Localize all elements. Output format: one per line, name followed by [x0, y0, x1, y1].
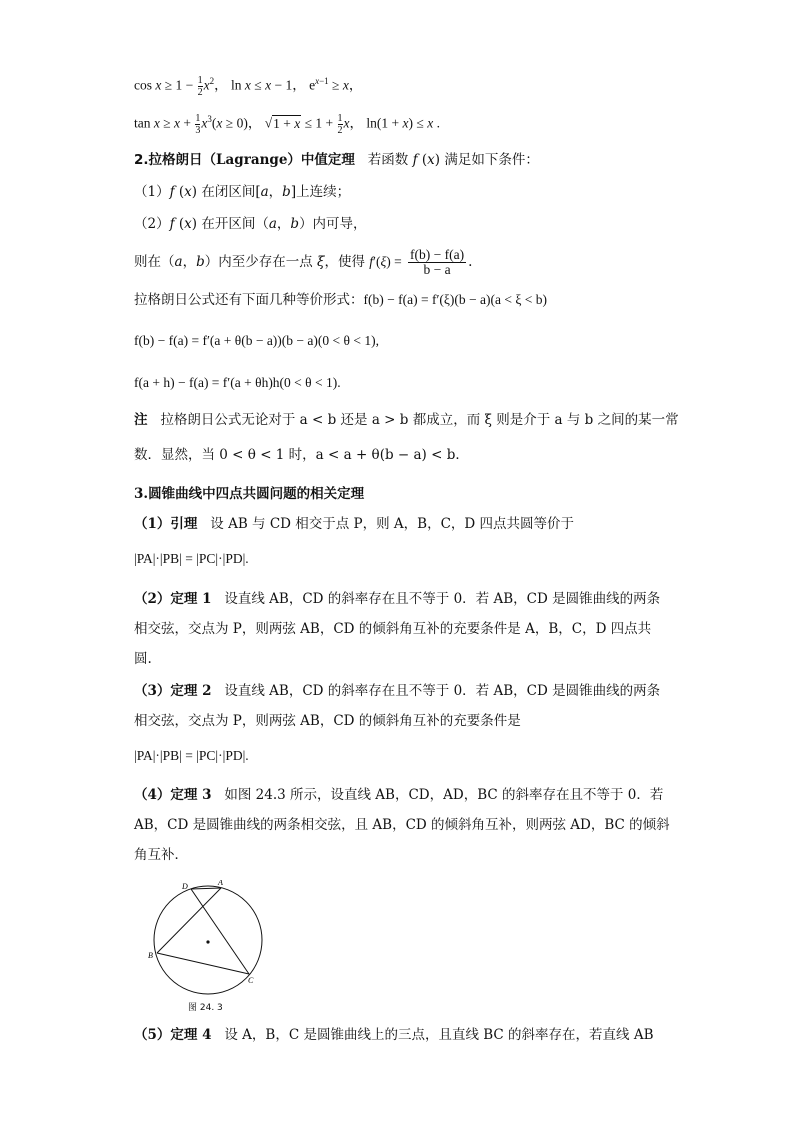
note-line-1: 注 拉格朗日公式无论对于 a < b 还是 a > b 都成立，而 ξ 则是介于 a 与 b 之间的某一常	[134, 412, 679, 428]
theorem-1-line-2: 相交弦，交点为 P，则两弦 AB，CD 的倾斜角互补的充要条件是 A，B，C，D 四点共	[134, 621, 652, 637]
condition-1: （1）f (x) 在闭区间[a，b]上连续；	[134, 184, 351, 200]
chord-BC	[157, 953, 249, 974]
note-line-2: 数．显然，当 0 < θ < 1 时，a < a + θ(b − a) < b．	[134, 447, 469, 463]
equivalent-forms-intro: 拉格朗日公式还有下面几种等价形式：f(b) − f(a) = f′(ξ)(b − a)(a < ξ < b)	[134, 292, 547, 308]
lemma-line: （1）引理 设 AB 与 CD 相交于点 P，则 A，B，C，D 四点共圆等价于	[134, 516, 575, 532]
lemma-equation: |PA|·|PB| = |PC|·|PD|.	[134, 551, 249, 566]
theorem-2-line-1: （3）定理 2 设直线 AB，CD 的斜率存在且不等于 0．若 AB，CD 是圆锥曲线的两条	[134, 683, 661, 699]
chord-BA	[157, 888, 221, 953]
theorem-1-line-3: 圆.	[134, 651, 152, 667]
label-D: D	[182, 882, 188, 891]
theorem-2-line-2: 相交弦，交点为 P，则两弦 AB，CD 的倾斜角互补的充要条件是	[134, 713, 521, 729]
theorem-3-line-1: （4）定理 3 如图 24.3 所示，设直线 AB，CD，AD，BC 的斜率存在且不等于 0．若	[134, 787, 664, 803]
fraction-half-2: $\frac{1}{2}$	[337, 112, 343, 136]
label-C: C	[248, 976, 254, 985]
theorem-3-line-2: AB，CD 是圆锥曲线的两条相交弦，且 AB，CD 的倾斜角互补，则两弦 AD，BC 的倾斜	[134, 817, 670, 833]
equivalent-form-3: f(a + h) − f(a) = f′(a + θh)h(0 < θ < 1).	[134, 375, 341, 390]
label-B: B	[148, 951, 153, 960]
theorem-4-line-1: （5）定理 4 设 A，B，C 是圆锥曲线上的三点，且直线 BC 的斜率存在，若直线 AB	[134, 1027, 654, 1043]
condition-2: （2）f (x) 在开区间（a，b）内可导，	[134, 216, 367, 232]
chord-DC	[191, 889, 249, 974]
theorem-3-line-3: 角互补．	[134, 847, 188, 863]
section-2-heading: 2.拉格朗日（Lagrange）中值定理 若函数 f (x) 满足如下条件：	[134, 152, 539, 168]
mean-value-fraction: $\frac{f(b) - f(a)}{b - a}$	[410, 247, 465, 277]
chord-DA	[191, 888, 221, 889]
fraction-third: $\frac{1}{3}$	[195, 112, 201, 136]
figure-24-3-circle-diagram	[148, 880, 268, 1020]
figure-caption: 图 24. 3	[188, 1003, 223, 1013]
theorem-1-line-1: （2）定理 1 设直线 AB，CD 的斜率存在且不等于 0．若 AB，CD 是圆锥曲线的两条	[134, 591, 661, 607]
theorem-2-equation: |PA|·|PB| = |PC|·|PD|.	[134, 748, 249, 763]
label-A: A	[218, 880, 223, 887]
equivalent-form-2: f(b) − f(a) = f′(a + θ(b − a))(b − a)(0 < θ < 1),	[134, 333, 379, 348]
fraction-half: $\frac{1}{2}$	[197, 74, 203, 98]
circle-center-point	[206, 940, 209, 943]
inequality-line-2: tan x ≥ x + $\frac{1}{3}$ $x^3(x \ge 0)$， √1 + x ≤ 1 + $\frac{1}{2}$ x， ln(1 + x) ≤ x .	[134, 112, 440, 136]
inequality-line-1: cos x ≥ 1 − $\frac{1}{2}$ $x^2$， ln x ≤ x − 1， $e^{x-1} \ge x$，	[134, 74, 363, 98]
section-3-heading: 3.圆锥曲线中四点共圆问题的相关定理	[134, 486, 365, 502]
section-2-title: 拉格朗日（Lagrange）中值定理	[148, 152, 355, 168]
mean-value-statement: 则在（a，b）内至少存在一点 ξ，使得 f′(ξ) = $\frac{f(b) - f(a)}{b - a}$ .	[134, 247, 473, 277]
